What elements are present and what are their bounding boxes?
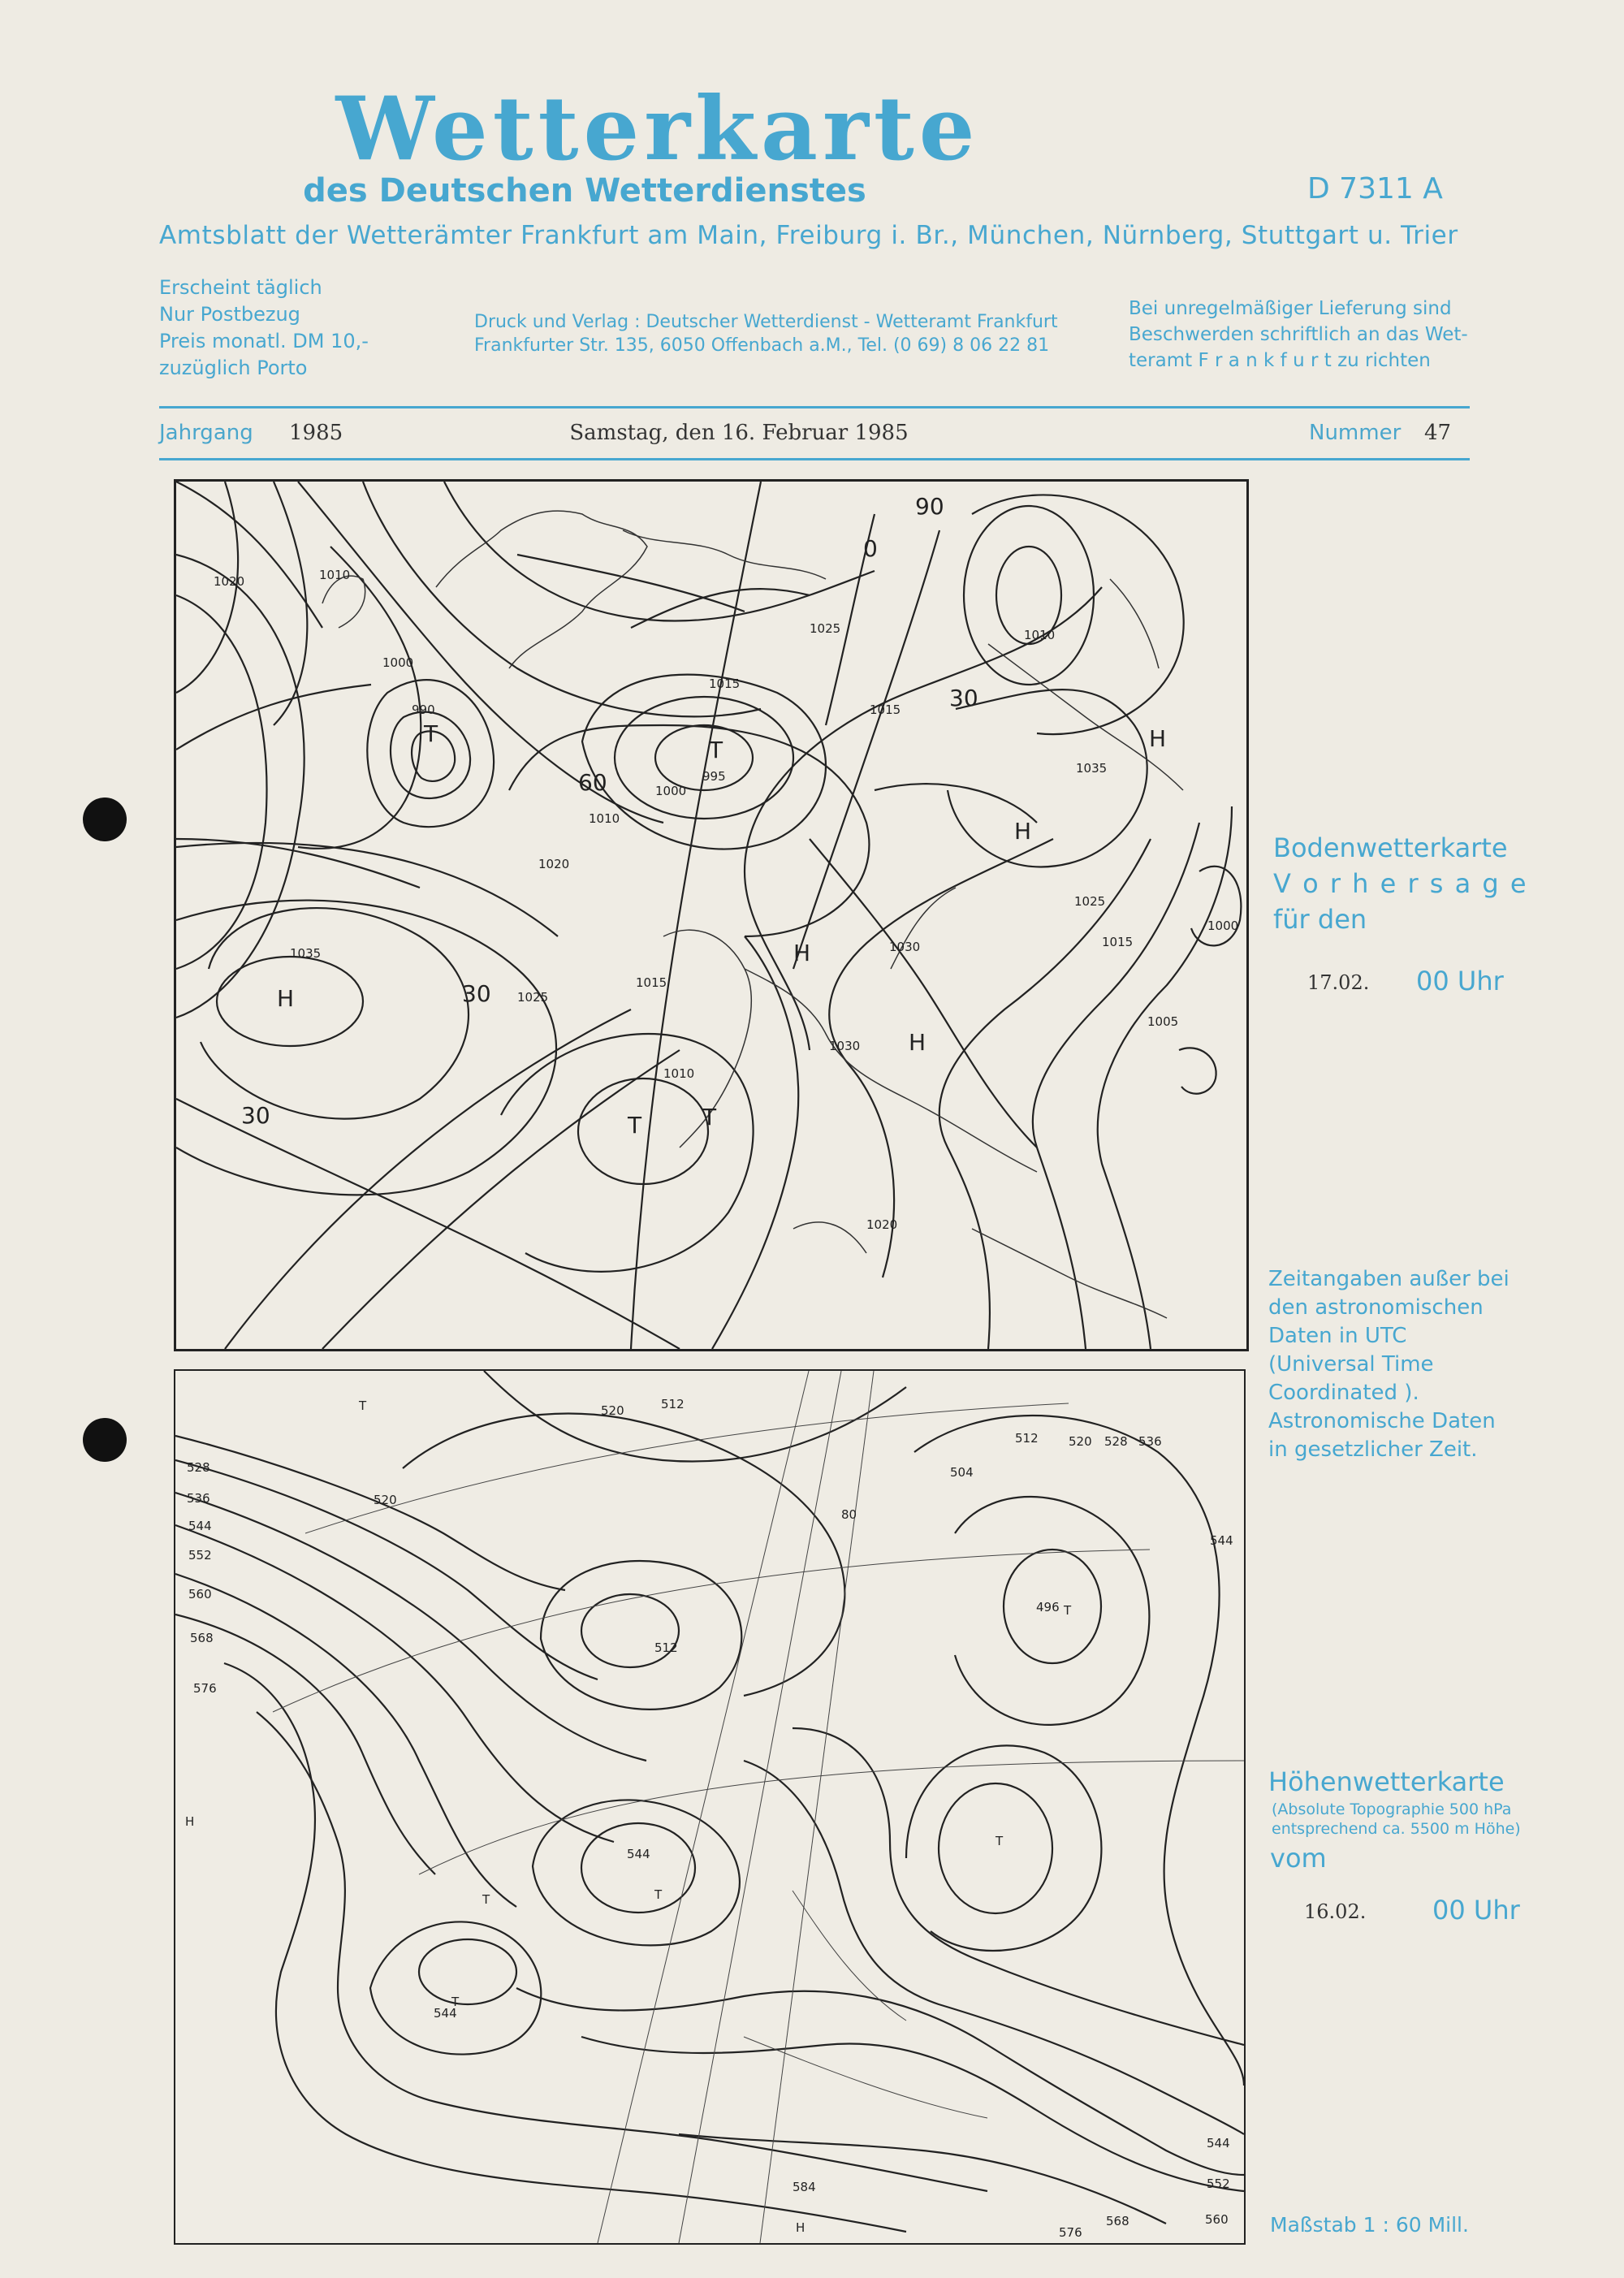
info-line: Bei unregelmäßiger Lieferung sind — [1129, 298, 1452, 319]
height-label: 496 — [1036, 1600, 1060, 1614]
surface-map-time: 00 Uhr — [1416, 966, 1504, 996]
header-rule-bottom — [159, 458, 1470, 460]
height-label: 544 — [1207, 2136, 1230, 2150]
isobar-label: 1000 — [1207, 919, 1239, 933]
isobar-label: 1035 — [1076, 761, 1108, 776]
jahrgang-label: Jahrgang — [159, 421, 253, 445]
surface-map-caption — [1273, 830, 1528, 937]
caption-line: V o r h e r s a g e — [1273, 868, 1528, 899]
low-marker: T — [451, 1995, 460, 2009]
info-line: Beschwerden schriftlich an das Wet- — [1129, 324, 1468, 345]
isobar-label: 1025 — [517, 990, 549, 1005]
isobar-label: 1015 — [1102, 935, 1134, 949]
high-pressure-marker: H — [1149, 725, 1167, 752]
isobar-label: 1015 — [636, 975, 667, 990]
upper-map-caption: Höhenwetterkarte — [1268, 1766, 1505, 1797]
height-label: 512 — [1015, 1431, 1039, 1446]
low-pressure-marker: T — [702, 1104, 717, 1130]
low-marker: T — [1064, 1603, 1072, 1618]
newspaper-subtitle: des Deutschen Wetterdienstes — [303, 172, 866, 210]
high-marker: H — [185, 1814, 195, 1829]
longitude-label: 80 — [841, 1507, 857, 1522]
low-pressure-marker: T — [709, 737, 723, 763]
note-line: Zeitangaben außer bei — [1268, 1267, 1510, 1291]
isobar-label: 1020 — [214, 574, 245, 589]
note-line: in gesetzlicher Zeit. — [1268, 1437, 1478, 1462]
height-label: 576 — [193, 1681, 217, 1696]
height-label: 536 — [187, 1491, 210, 1506]
issue-date: Samstag, den 16. Februar 1985 — [569, 421, 909, 445]
longitude-label: 0 — [863, 535, 878, 562]
isobar-label: 1035 — [290, 946, 322, 961]
info-line: zuzüglich Porto — [159, 357, 308, 379]
height-label: 544 — [434, 2006, 457, 2021]
nummer-label: Nummer — [1309, 421, 1402, 445]
isobar-label: 1000 — [382, 655, 414, 670]
isobar-label: 1025 — [810, 621, 841, 636]
info-line: Druck und Verlag : Deutscher Wetterdienst - Wetteramt Frankfurt — [474, 312, 1058, 332]
note-line: den astronomischen — [1268, 1295, 1484, 1320]
upper-map-date: 16.02. — [1304, 1900, 1367, 1923]
info-line: Nur Postbezug — [159, 303, 300, 326]
height-label: 512 — [654, 1640, 678, 1655]
info-line: Frankfurter Str. 135, 6050 Offenbach a.M., Tel. (0 69) 8 06 22 81 — [474, 335, 1050, 356]
upper-map-labels — [185, 1397, 1233, 2240]
longitude-label: 90 — [915, 493, 944, 520]
height-label: 576 — [1059, 2225, 1082, 2240]
punch-hole — [83, 1418, 127, 1462]
isobar-label: 1010 — [589, 811, 620, 826]
isobar-label: 1010 — [663, 1066, 695, 1081]
note-line: (Universal Time — [1268, 1352, 1434, 1377]
height-label: 544 — [627, 1847, 650, 1861]
latitude-label: 60 — [578, 769, 607, 796]
height-label: 544 — [1210, 1533, 1233, 1548]
height-label: 552 — [188, 1548, 212, 1563]
newspaper-title: Wetterkarte — [335, 78, 980, 180]
isobar-label: 1000 — [655, 784, 687, 798]
nummer-value: 47 — [1424, 421, 1452, 445]
time-note — [1268, 1265, 1510, 1464]
info-line: Preis monatl. DM 10,- — [159, 330, 369, 352]
isobar-label: 1015 — [870, 702, 901, 717]
info-line: teramt F r a n k f u r t zu richten — [1129, 350, 1431, 371]
upper-map-drawing — [175, 1371, 1244, 2243]
height-label: 560 — [188, 1587, 212, 1602]
height-label: 560 — [1205, 2212, 1229, 2227]
note-line: Astronomische Daten — [1268, 1409, 1496, 1433]
surface-map-date: 17.02. — [1307, 971, 1370, 994]
isobar-label: 995 — [702, 769, 726, 784]
map-scale: Maßstab 1 : 60 Mill. — [1270, 2213, 1469, 2237]
note-line: Coordinated ). — [1268, 1381, 1419, 1405]
high-pressure-marker: H — [1014, 818, 1032, 845]
high-pressure-marker: H — [277, 985, 295, 1012]
info-line: Erscheint täglich — [159, 276, 322, 299]
publication-code: D 7311 A — [1307, 172, 1443, 205]
isobar-label: 1030 — [889, 940, 921, 954]
low-marker: T — [996, 1834, 1004, 1848]
surface-map-drawing — [176, 482, 1246, 1349]
height-label: 504 — [950, 1465, 974, 1480]
caption-line: Bodenwetterkarte — [1273, 832, 1508, 863]
complaint-info — [1129, 296, 1468, 374]
height-label: 528 — [1104, 1434, 1128, 1449]
upper-air-map — [174, 1369, 1246, 2245]
low-marker: T — [654, 1887, 663, 1902]
height-label: 520 — [1069, 1434, 1092, 1449]
jahrgang-value: 1985 — [289, 421, 343, 445]
subscription-info — [159, 274, 369, 382]
latitude-label: 30 — [241, 1102, 270, 1129]
low-marker: T — [359, 1398, 367, 1413]
low-pressure-marker: T — [424, 720, 438, 747]
height-label: 512 — [661, 1397, 685, 1411]
amtsblatt-line: Amtsblatt der Wetterämter Frankfurt am Main, Freiburg i. Br., München, Nürnberg, Stuttgart u. Trier — [159, 221, 1458, 250]
note-line: Daten in UTC — [1268, 1324, 1407, 1348]
punch-hole — [83, 798, 127, 841]
isobar-label: 1005 — [1147, 1014, 1179, 1029]
high-pressure-marker: H — [793, 940, 811, 966]
upper-map-vom: vom — [1270, 1843, 1327, 1874]
upper-map-subcaption — [1272, 1800, 1521, 1839]
high-pressure-marker: H — [909, 1029, 926, 1056]
header-rule-top — [159, 406, 1470, 408]
surface-weather-map — [174, 479, 1249, 1351]
isobar-label: 1030 — [829, 1039, 861, 1053]
low-pressure-marker: T — [628, 1112, 642, 1139]
isobar-label: 990 — [412, 702, 435, 717]
height-label: 520 — [601, 1403, 624, 1418]
subcaption-line: (Absolute Topographie 500 hPa — [1272, 1800, 1512, 1818]
low-marker: T — [482, 1892, 490, 1907]
caption-line: für den — [1273, 904, 1367, 935]
isobar-label: 1020 — [538, 857, 570, 871]
high-marker: H — [796, 2220, 806, 2235]
isobar-label: 1020 — [866, 1217, 898, 1232]
height-label: 528 — [187, 1460, 210, 1475]
isobar-label: 1025 — [1074, 894, 1106, 909]
isobar-label: 1015 — [709, 676, 741, 691]
height-label: 552 — [1207, 2176, 1230, 2191]
publisher-info — [474, 310, 1058, 357]
upper-map-time: 00 Uhr — [1432, 1895, 1520, 1926]
latitude-label: 30 — [462, 980, 491, 1007]
height-label: 584 — [793, 2180, 816, 2194]
subcaption-line: entsprechend ca. 5500 m Höhe) — [1272, 1820, 1521, 1838]
height-label: 568 — [190, 1631, 214, 1645]
isobar-label: 1010 — [1024, 628, 1056, 642]
height-label: 520 — [374, 1493, 397, 1507]
height-label: 568 — [1106, 2214, 1129, 2228]
height-label: 536 — [1138, 1434, 1162, 1449]
isobar-label: 1010 — [319, 568, 351, 582]
latitude-label: 30 — [949, 685, 978, 711]
height-label: 544 — [188, 1519, 212, 1533]
